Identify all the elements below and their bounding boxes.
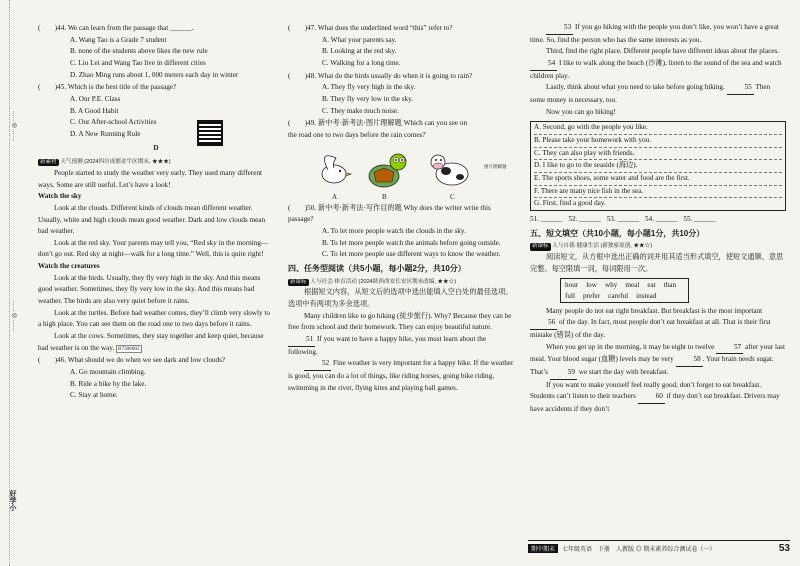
page-number: 53: [778, 542, 790, 554]
breakfast-para-2-cont2: . Your brain needs sugar. That’s: [530, 355, 774, 376]
question-49-pictures: [288, 144, 514, 202]
brand-seal: 好学小: [9, 490, 17, 511]
blank-58[interactable]: 58: [676, 354, 703, 367]
answer-51[interactable]: 51. ______: [530, 214, 563, 223]
blank-57[interactable]: 57: [716, 342, 743, 355]
hiking-para-3-text: If you go hiking with the people you don’t like, you won’t have a great time. So, find the person who has the same interests as you.: [530, 23, 779, 44]
blank-53[interactable]: 53: [546, 22, 573, 35]
word: instead: [636, 291, 657, 300]
answer-row: [530, 214, 786, 226]
breakfast-para-2-text: When you get up in the morning, it may be eight to twelve: [546, 342, 715, 351]
section-4-title: 四、任务型阅读（共5小题，每小题2分，共10分）: [288, 263, 466, 273]
bird-icon: [322, 155, 351, 182]
passage-d-para-6: [38, 331, 274, 354]
answer-55[interactable]: 55. ______: [683, 214, 716, 223]
breakfast-para-1-cont: of the day. In fact, most people don’t eat breakfast at all. That is their first mistake (错误) of the day.: [530, 318, 771, 339]
passage-d-para-4: Look at the birds. Usually, they fly very high in the sky. And this means good weather. Sometimes, they fly very low in the sky. And this means bad weather. The birds are also very quiet before it rains.: [38, 273, 261, 306]
section-4-source-line: [288, 276, 514, 288]
hiking-para-6: Now you can go hiking!: [546, 107, 616, 116]
option-f: F. There are many nice fish in the sea.: [534, 186, 782, 199]
q47-option-a: A. What your parents say.: [322, 35, 397, 44]
section-5-title: 五、短文填空（共10小题，每小题1分，共10分）: [530, 228, 705, 238]
picture-label-a: A: [332, 192, 338, 201]
word: why: [604, 281, 618, 290]
blank-51[interactable]: 51: [288, 334, 315, 347]
question-44: ( )44. We can learn from the passage that ______.: [38, 24, 194, 32]
spine-mark: ……◎……: [11, 110, 17, 141]
animals-illustration: [288, 144, 488, 192]
section-4-instructions: 根据短文内容，从短文后的选项中选出能填入空白处的最佳选项。选项中有两项为多余选项。: [288, 288, 513, 309]
word: than: [663, 281, 677, 290]
blank-52[interactable]: 52: [304, 358, 331, 371]
hiking-para-5-cont: Then some money is necessary, too.: [530, 83, 771, 104]
question-50: ( )50. 新中考·新考法·写作目的题 Why does the writer write this passage?: [288, 203, 491, 224]
q45-option-b: B. A Good Habit: [70, 106, 119, 115]
option-d: D. I like to go to the seaside (海边).: [534, 160, 782, 173]
new-material-tag: 新素材: [40, 159, 57, 166]
cow-icon: [431, 155, 468, 185]
passage-d-para-5: Look at the turtles. Before bad weather comes, they’ll climb very slowly to a high place. You can see them on the road one to two days before it rains.: [38, 308, 270, 329]
section-5-source: 人与自我·健康生活 (新独家原创, ★★☆): [552, 243, 653, 250]
breakfast-para-1-text: Many people do not eat right breakfast. But breakfast is the most important: [546, 306, 763, 315]
spine-dotted-line: [9, 0, 10, 566]
word-bank: [560, 278, 689, 302]
q45-option-c: C. Our After-school Activities: [70, 118, 157, 127]
heading-watch-creatures: Watch the creatures: [38, 262, 100, 271]
option-b: B. Please take your homework with you.: [534, 135, 782, 148]
word: meal: [625, 281, 640, 290]
spine-mark-2: ……◎……: [11, 300, 17, 331]
word-bank-row-2: [565, 291, 684, 301]
curriculum-tag-2: 新课标: [532, 243, 549, 250]
picture-label-b: B: [382, 192, 387, 201]
q45-option-d: D. A New Running Rule: [70, 129, 141, 138]
hiking-para-4-text: Third, find the right place. Different people have different ideas about the places.: [546, 47, 780, 56]
hiking-para-2-text: Fine weather is very important for a happy hike. If the weather is good, you can do a lot of things, like riding horses, going bike riding, swimming in the river, flying kites and playing ball games.: [288, 359, 514, 392]
q48-option-b: B. They fly very low in the sky.: [322, 94, 414, 103]
hiking-para-1-text: Many children like to go hiking (徒步旅行). Why? Because they can be free from school and their homework. They can enjoy beautiful nature.: [288, 311, 512, 332]
option-e: E. The sports shoes, some water and food are the first.: [534, 173, 782, 186]
q44-option-c: C. Liu Lei and Wang Tao live in different cities: [70, 58, 206, 67]
q46-option-c: C. Stay at home.: [70, 391, 118, 400]
option-c: C. They can also play with friends.: [534, 148, 782, 161]
passage-d-para-3: Look at the red sky. Your parents may tell you, “Red sky in the morning—don’t go out. Red sky at night—walk for a long time.” Well, this is quite right!: [38, 238, 269, 259]
option-g: G. First, find a good day.: [534, 199, 606, 208]
q47-option-c: C. Walking for a long time.: [322, 58, 401, 67]
passage-d-source-line: [38, 156, 274, 168]
picture-label-c: C: [450, 192, 455, 201]
word: hour: [565, 281, 579, 290]
hiking-para-2: [288, 358, 514, 394]
hiking-para-3: [530, 22, 786, 46]
hiking-para-1: [288, 311, 514, 359]
q45-option-a: A. Our P.E. Class: [70, 94, 121, 103]
question-47: ( )47. What does the underlined word “this” refer to?: [288, 24, 453, 32]
answer-52[interactable]: 52. ______: [568, 214, 601, 223]
q48-option-a: A. They fly very high in the sky.: [322, 83, 416, 92]
word: full: [565, 291, 575, 300]
q46-option-a: A. Go mountain climbing.: [70, 368, 146, 377]
hiking-para-4-cont: I like to walk along the beach (沙滩), listen to the sound of the sea and watch children play.: [530, 58, 782, 80]
footer-text: 七年级英语 下册 人教版 ◎ 期末素养综合测试卷（一）: [562, 546, 716, 553]
para-6-text: Look at the cows. Sometimes, they stay together and keep quiet, because bad weather is on the way.: [38, 332, 264, 352]
qr-code-icon[interactable]: [197, 120, 223, 146]
binding-spine: [2, 0, 18, 566]
question-48: ( )48. What do the birds usually do when it is going to rain?: [288, 71, 473, 80]
question-49: ( )49. 新中考·新考法·图片理解题 Which can you see on the road one to two days before the rain comes?: [288, 119, 468, 139]
page-footer: [528, 540, 790, 555]
breakfast-para-2-cont: after your last meal. Your blood sugar (血糖) levels may be very: [530, 342, 785, 364]
footer-brand: 期中期末: [528, 544, 558, 553]
q48-option-c: C. They make much noise.: [322, 106, 399, 115]
q46-option-b: B. Ride a bike by the lake.: [70, 379, 147, 388]
answer-54[interactable]: 54. ______: [645, 214, 678, 223]
curriculum-tag: 新课标: [290, 278, 307, 285]
column-left: [38, 22, 274, 402]
heading-watch-sky: Watch the sky: [38, 192, 82, 201]
breakfast-para-3: [530, 380, 786, 416]
blank-59[interactable]: 59: [550, 367, 577, 380]
column-middle: [288, 22, 514, 394]
blank-60[interactable]: 60: [638, 391, 665, 404]
passage-d-heading: D: [153, 143, 159, 152]
word: prefer: [582, 291, 601, 300]
section-4-source: 人与社会·体育活动 (2024陕西西安长安区期末改编, ★★☆): [310, 278, 457, 285]
blank-55[interactable]: 55: [727, 82, 754, 95]
hiking-para-5-text: Lastly, think about what you need to take before going hiking.: [546, 83, 725, 92]
options-box: [530, 121, 786, 211]
breakfast-para-3-cont: if they don’t eat breakfast. Drivers may have accidents if they don’t: [530, 392, 780, 413]
blank-54[interactable]: 54: [530, 58, 557, 71]
breakfast-para-3-text: If you want to make yourself feel really good, don’t forget to eat breakfast. Students can’t listen to their teachers: [530, 380, 762, 401]
hiking-para-4: [530, 46, 786, 82]
breakfast-para-1: [530, 306, 786, 342]
blank-56[interactable]: 56: [530, 317, 557, 330]
q50-option-a: A. To let more people watch the clouds in the sky.: [322, 226, 466, 235]
answer-53[interactable]: 53. ______: [606, 214, 640, 223]
q47-option-b: B. Looking at the red sky.: [322, 47, 397, 56]
passage-d-para-2: Look at the clouds. Different kinds of clouds mean different weather. Usually, white and high clouds mean good weather. Dark and low clouds mean bad weather.: [38, 203, 266, 236]
word-bank-row-1: [565, 280, 684, 290]
word: low: [586, 281, 597, 290]
q50-option-c: C. To let more people use different ways to know the weather.: [322, 250, 501, 259]
q44-option-a: A. Wang Tao is a Grade 7 student: [70, 35, 167, 44]
q44-option-d: D. Zhao Ming runs about 1, 000 meters each day in winter: [70, 70, 239, 79]
breakfast-para-2: [530, 342, 786, 380]
hiking-para-1-cont: If you want to have a happy hike, you must learn about the following.: [288, 335, 487, 356]
question-46: ( )46. What should we do when we see dark and low clouds?: [38, 356, 226, 365]
turtle-icon: [369, 154, 406, 187]
passage-d-para-1: People started to study the weather very early. They used many different ways. Some are still useful. Let’s have a look!: [38, 168, 263, 189]
hiking-para-5: [530, 82, 786, 106]
qr-caption: 图片理解题: [484, 164, 507, 169]
column-right: [530, 22, 786, 415]
option-a: A. Second, go with the people you like.: [534, 122, 782, 135]
word: careful: [608, 291, 629, 300]
question-45: ( )45. Which is the best title of the passage?: [38, 83, 177, 92]
word: eat: [647, 281, 656, 290]
section-5-source-line: [530, 240, 786, 252]
question-code: B7306002: [117, 345, 140, 352]
q44-option-b: B. none of the students above likes the new rule: [70, 47, 208, 56]
q50-option-b: B. To let more people watch the animals before going outside.: [322, 238, 501, 247]
passage-d-source: 天气预测 (2024四川成都金牛区期末, ★★★): [60, 159, 171, 166]
section-5-instructions: 阅读短文，从方框中选出正确的词并用其适当形式填空，使短文通顺、意思完整。每空限填一词，每词限用一次。: [530, 253, 784, 273]
breakfast-para-2-cont3: we start the day with breakfast.: [578, 367, 669, 376]
